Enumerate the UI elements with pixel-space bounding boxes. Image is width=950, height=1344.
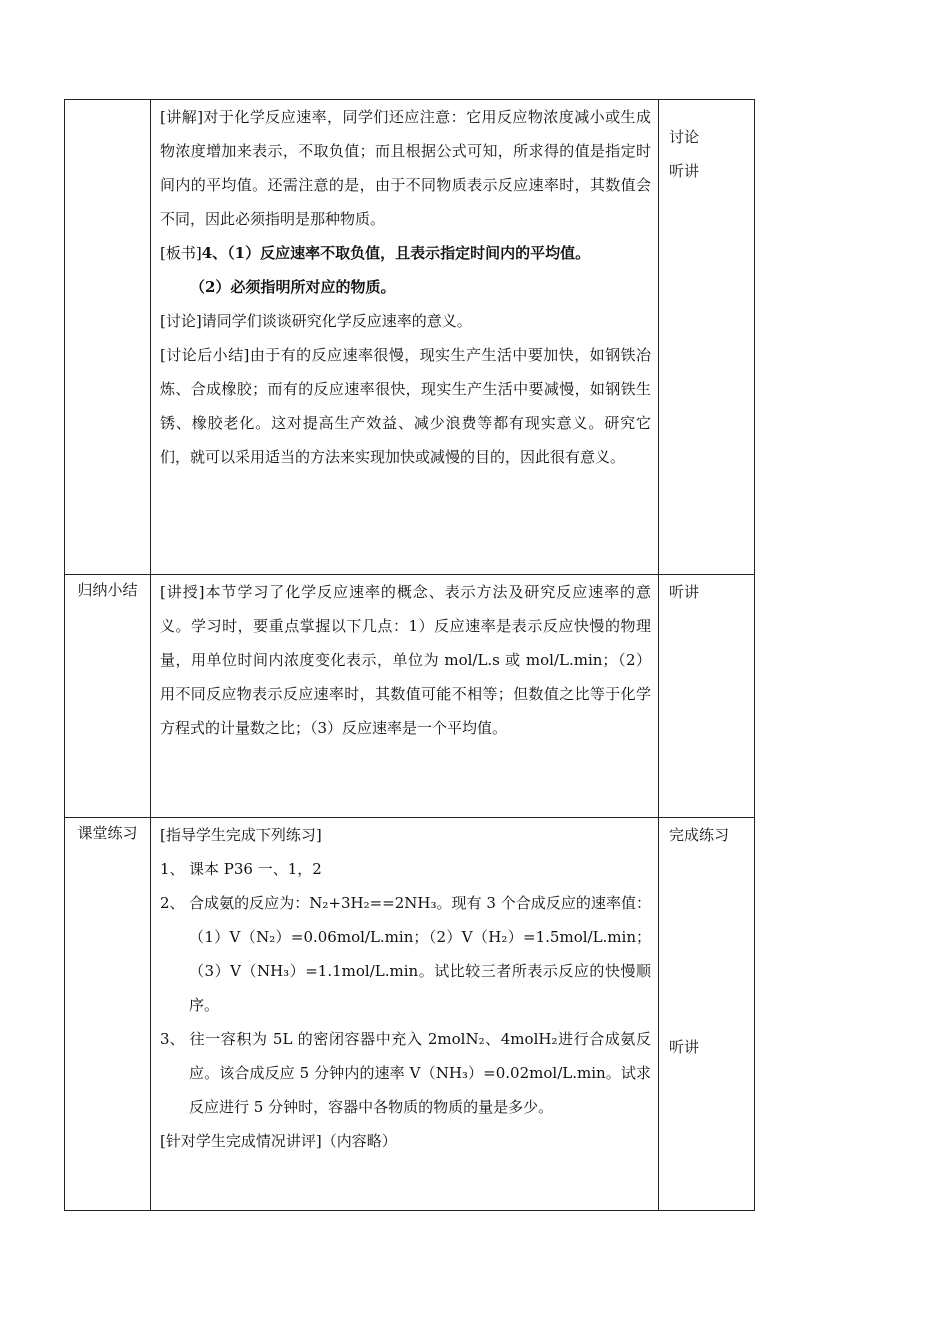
table-row [65,575,755,818]
table-row [65,100,755,575]
exercise-item: 1、 课本 P36 一、1，2 [160,860,322,878]
activity-label: 听讲 [669,162,700,180]
stage-cell: 归纳小结 [65,575,151,818]
board-line-1 [160,236,651,270]
discussion-paragraph: [讨论]请同学们谈谈研究化学反应速率的意义。 [160,312,472,330]
exercise-item: 2、 合成氨的反应为：N₂+3H₂==2NH₃。现有 3 个合成反应的速率值：（1）V（N₂）=0.06mol/L.min；（2）V（H₂）=1.5mol/L.min；（3）V（NH₃）=1.1mol/L.min。试比较三者所表示反应的快慢顺序。 [160,894,651,1014]
lecture-paragraph: [讲授]本节学习了化学反应速率的概念、表示方法及研究反应速率的意义。学习时，要重点掌握以下几点：1）反应速率是表示反应快慢的物理量，用单位时间内浓度变化表示，单位为 mol/L.s 或 mol/L.min；（2）用不同反应物表示反应速率时，其数值可能不相等；但数值之比等于化学方程式的计量数之比；（3）反应速率是一个平均值。 [160,583,651,737]
table-row [65,818,755,1211]
exercise-intro: [指导学生完成下列练习] [160,826,322,844]
stage-cell [65,100,151,575]
activity-label: 完成练习 [669,826,730,844]
board-prefix: [板书] [160,244,202,262]
activity-cell [659,100,755,575]
activity-cell [659,818,755,1211]
content-cell [151,575,659,818]
activity-label: 听讲 [669,1038,700,1056]
content-cell [151,818,659,1211]
activity-cell [659,575,755,818]
summary-paragraph: [讨论后小结]由于有的反应速率很慢，现实生产生活中要加快，如钢铁冶炼、合成橡胶；而有的反应速率很快，现实生产生活中要减慢，如钢铁生锈、橡胶老化。这对提高生产效益、减少浪费等都有现实意义。研究它们，就可以采用适当的方法来实现加快或减慢的目的，因此很有意义。 [160,346,651,466]
board-text-1: 4、（1）反应速率不取负值，且表示指定时间内的平均值。 [201,244,591,262]
activity-label: 听讲 [669,583,700,601]
review-paragraph: [针对学生完成情况讲评]（内容略） [160,1132,397,1150]
exercise-item: 3、 往一容积为 5L 的密闭容器中充入 2molN₂、4molH₂进行合成氨反应。该合成反应 5 分钟内的速率 V（NH₃）=0.02mol/L.min。试求反应进行 5 分钟时，容器中各物质的物质的量是多少。 [160,1030,651,1116]
lesson-plan-table [64,99,755,1211]
board-line-2: （2）必须指明所对应的物质。 [190,278,396,296]
activity-label: 讨论 [669,128,700,146]
stage-cell: 课堂练习 [65,818,151,1211]
explanation-paragraph: [讲解]对于化学反应速率，同学们还应注意：它用反应物浓度减小或生成物浓度增加来表示，不取负值；而且根据公式可知，所求得的值是指定时间内的平均值。还需注意的是，由于不同物质表示反应速率时，其数值会不同，因此必须指明是那种物质。 [160,108,651,228]
content-cell [151,100,659,575]
